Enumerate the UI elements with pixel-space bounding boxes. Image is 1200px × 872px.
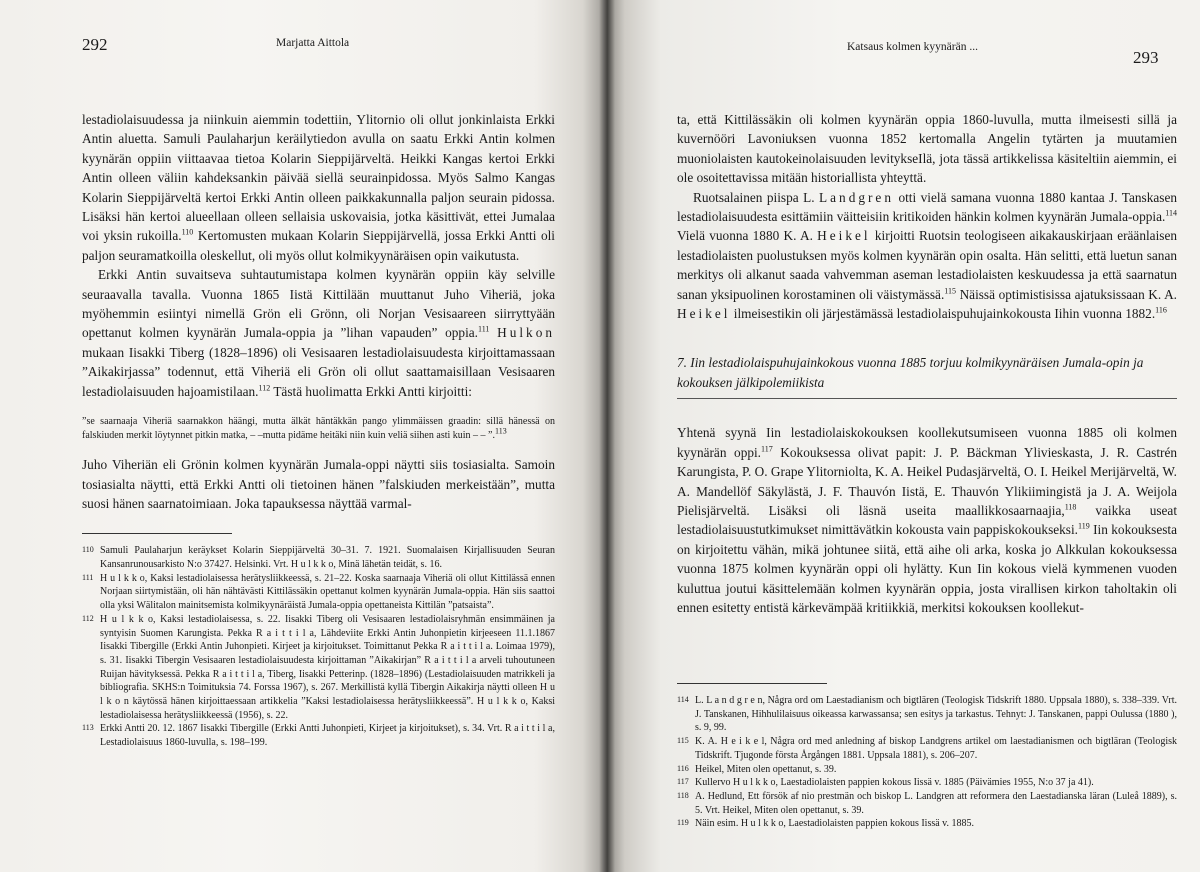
left-page-number: 292 (82, 35, 108, 54)
right-page (607, 0, 1200, 872)
footnote: 113 Erkki Antti 20. 12. 1867 Iisakki Tibergille (Erkki Antti Juhonpieti, Kirjeet ja kirjoitukset), s. 34. Vrt. R a i t t i l a, Lestadiolaisuus 1860-luvulla, s. 198–199. (82, 723, 555, 749)
book-gutter (599, 0, 615, 872)
left-paragraph-1: lestadiolaisuudessa ja niinkuin aiemmin todettiin, Ylitornio oli ollut jonkinlaista Erkki Antin aluetta. Samuli Paulaharjun keräilytiedon avulla on saatu Erkki Antin kolmen kyynärän oppiin viittaavaa tietoa Kolarin Sieppijärveltä. Heikki Kangas kertoi Erkki Antin olleen väliin kahdeksankin päivää siellä seurainpidossa. Myös Salmo Kangas Kolarin Sieppijärveltä kertoi Erkki Antin olleen paikkakunnalla paljon seurain pidossa. Lisäksi hän kertoi alueellaan olleen sellaisia uskovaisia, jotka käsittivät, ettei Jumalaa voi yksin rukoilla.$^{110}$ Kertomusten mukaan Kolarin Sieppijärvellä, jossa Erkki Antti oli paljon seuramatkoilla oleskellut, oli myös ollut kolmikyynäräisen opin vaikutusta. (82, 112, 556, 263)
left-running-head: Marjatta Aittola (276, 37, 350, 49)
footnote: 117 Kullervo H u l k k o, Laestadiolaisten pappien kokous Iissä v. 1885 (Päivämies 1955, N:o 37 ja 41). (677, 777, 1094, 789)
right-body (677, 110, 1177, 617)
right-paragraph-2: Ruotsalainen piispa L. Landgren otti vielä samana vuonna 1880 kantaa J. Tanskasen lestadiolaisuudesta esittämiin väitteisiin kritikoiden hänkin kolmen kyynärän Jumala-oppia.$^{114}$ Vielä vuonna 1880 K. A. Heikel kirjoitti Ruotsin teologiseen aikakauskirjaan eräänlaisen lestadiolaisten puolustuksen myös kolmen kyynärän opin osalta. Hän selitti, että luetun sanan merkitys oli alkanut saada vahvemman aseman lestadiolaisten keskuudessa ja että saarnatun sanan yksipuolinen korostaminen oli väistymässä.$^{115}$ Näissä optimistisissa ajatuksissaan K. A. Heikel ilmeisestikin oli järjestämässä lestadiolaispuhujainkokousta Iihin vuonna 1882.$^{116}$ (677, 189, 1177, 322)
right-footnotes (677, 683, 1177, 831)
footnote: 115 K. A. H e i k e l, Några ord med anledning af biskop Landgrens artikel om laestadianismen och bigtläran (Teologisk Tidskrift. Tjugonde första Årgången 1881. Uppsala 1881), s. 206–207. (677, 736, 1177, 761)
footnote: 118 A. Hedlund, Ett försök af nio prestmän och biskop L. Landgren att reformera den Laestadianska läran (Luleå 1889), s. 5. Vrt. Heikel, Miten olen opettanut, s. 39. (677, 790, 1177, 816)
right-footnote-rule (677, 683, 827, 684)
left-paragraph-3: Juho Viheriän eli Grönin kolmen kyynärän Jumala-oppi näytti siis tosiasialta. Samoin tosiasialta näytti, että Erkki Antti oli tietoinen hänen ”falskiuden merkeistään”, mutta suosi hänen saarnatoimiaan. Joka tapauksessa näyttää varmal- (82, 457, 555, 511)
section-heading: 7. Iin lestadiolaispuhujainkokous vuonna 1885 torjuu kolmikyynäräisen Jumala-opin ja kokouksen jälkipolemiikista (677, 349, 1177, 399)
right-paragraph-3: Yhtenä syynä Iin lestadiolaiskokouksen koollekutsumiseen vuonna 1885 oli kolmen kyynärän oppi.$^{117}$ Kokouksessa olivat papit: J. P. Bäckman Ylivieskasta, J. R. Castrén Karungista, P. O. Grape Ylitorniolta, K. A. Heikel Pudasjärveltä, O. I. Heikel Merijärveltä, W. A. Mandellöf Säkylästä, J. F. Thauvón Iistä, E. Thauvón Ylikiimingistä ja J. A. Weijola Pielisjärveltä. Lisäksi oli läsnä useita maallikkosaarnaajia,$^{118}$ vaikka useat lestadiolaisuustutkimukset nimittävätkin kokousta vain pappiskokoukseksi.$^{119}$ Iin kokouksesta on kirjoitettu vähän, mikä johtunee siitä, että aihe oli arka, koska jo Alkkulan kokouksessa vuonna 1875 kolmen kyynärän oppi oli hylätty. Kun Iin kokous vielä kymmenen vuoden kuluttua joutui käsittelemään kolmen kyynärän oppia, josta virallisen kirkon taholtakin oli ennen esitetty entistä kärkevämpää kritiikkiä, merkitsi kokouksen koollekut- (677, 425, 1178, 615)
right-page-number: 293 (1133, 48, 1159, 67)
footnote: 116 Heikel, Miten olen opettanut, s. 39. (677, 763, 837, 775)
footnote: 114 L. L a n d g r e n, Några ord om Laestadianism och bigtlären (Teologisk Tidskrift 1880. Uppsala 1880), s. 338–339. Vrt. J. Tanskanen, Hihhulilaisuus oikeassa karwassansa; sen esitys ja tarkastus. Tehnyt: J. Tanskanen, pappi Oulussa (1880 ), s. 9, 99. (677, 695, 1177, 734)
left-footnote-rule (82, 533, 232, 534)
left-paragraph-2: Erkki Antin suvaitseva suhtautumistapa kolmen kyynärän oppiin käy selville seuraavalla tavalla. Vuonna 1865 Iistä Kittilään muuttanut Juho Viheriä, joka myöhemmin esiintyi nimellä Grön eli Grönn, oli Norjan Vesisaareen siirryttyään opettanut kolmen kyynärän Jumala-oppia ja ”lihan vapauden” oppia.$^{111}$ Hulkon mukaan Iisakki Tiberg (1828–1896) oli Vesisaaren lestadiolaisuudesta kirjoittamassaan ”Aikakirjassa” todennut, että Viheriä eli Grön oli ollut saattamaisillaan Vesisaaren lestadiolaisuuden hajoamistilaan.$^{112}$ Tästä huolimatta Erkki Antti kirjoitti: (82, 267, 556, 399)
footnote: 119 Näin esim. H u l k k o, Laestadiolaisten pappien kokous Iissä v. 1885. (677, 818, 975, 830)
left-block-quote: ”se saarnaaja Viheriä saarnakkon häängi, mutta älkät häntäkkän pango ylimmäissen graadin: sillä hänessä on falskiuden merkit löytynnet pitkin matka, – –mutta pidäme heitäki niin kuin veliä siihen asti kuin – – ”.$^{113}$ (82, 416, 555, 442)
footnote: 111 H u l k k o, Kaksi lestadiolaisessa herätysliikkeessä, s. 21–22. Koska saarnaaja Viheriä oli ollut Kittilässä ennen Norjaan siirtymistään, oli hän nähtävästi Kittilässäkin opettanut kolmen kyynärän Jumala-oppia. Hän siis saattoi olla yksi Wälitalon mainitsemista kolmikyynäräistä Jumala-oppia opettaneista Kittilän ”patsaista”. (82, 572, 555, 612)
left-body (82, 110, 555, 750)
right-running-head: Katsaus kolmen kyynärän ... (847, 41, 978, 53)
footnote: 112 H u l k k o, Kaksi lestadiolaisessa, s. 22. Iisakki Tiberg oli Vesisaaren lestadiolaisryhmän ensimmäinen ja syntyisin Suomen Karungista. Pekka R a i t t i l a, Lähdeviite Erkki Antin Juhonpietin kirjeeseen 11.1.1867 Iisakki Tibergille (Erkki Antin Juhonpieti. Kirjeet ja kirjoitukset. Toimittanut Pekka R a i t t i l a. Loimaa 1979), s. 31. Iisakki Tibergin Vesisaaren lestadiolaisuudesta kirjoittaman ”Aikakirjan” R a i t t i l a arveli tuhoutuneen Ruijan hävityksessä. Pekka R a i t t i l a, Tiberg, Iisakki Petterinp. (1828–1896) (Lestadiolaisuuden matrikkeli ja bibliografia. SKHS:n Toimituksia 74. Forssa 1967), s. 267. Merkillistä kyllä Tibergin Aikakirja näytti olleen H u l k o n käytössä hänen kirjoittaessaan artikkelia ”Kaksi lestadiolaisessa herätysliikkeessä”. H u l k k o, Kaksi lestadiolaisessa herätysliikkeessä (1956), s. 22. (82, 613, 555, 721)
right-paragraph-1: ta, että Kittilässäkin oli kolmen kyynärän oppia 1860-luvulla, mutta ilmeisesti sillä ja kuvernööri Lavoniuksen vuonna 1852 kertomalla Angelin tytärten ja muutamien muoniolaisten kautokeinolaisuuden levitykseIlä, jota tässä artikkelissa käsiteltiin aiemmin, ei ole osoitettavissa mitään historiallista yhteyttä. (677, 112, 1177, 186)
footnote: 110 Samuli Paulaharjun keräykset Kolarin Sieppijärveltä 30–31. 7. 1921. Suomalaisen Kirjallisuuden Seuran Kansanrunousarkisto N:o 37427. Helsinki. Vrt. H u l k k o, Minä lähetän teidät, s. 16. (82, 545, 555, 571)
left-footnotes (82, 544, 555, 750)
